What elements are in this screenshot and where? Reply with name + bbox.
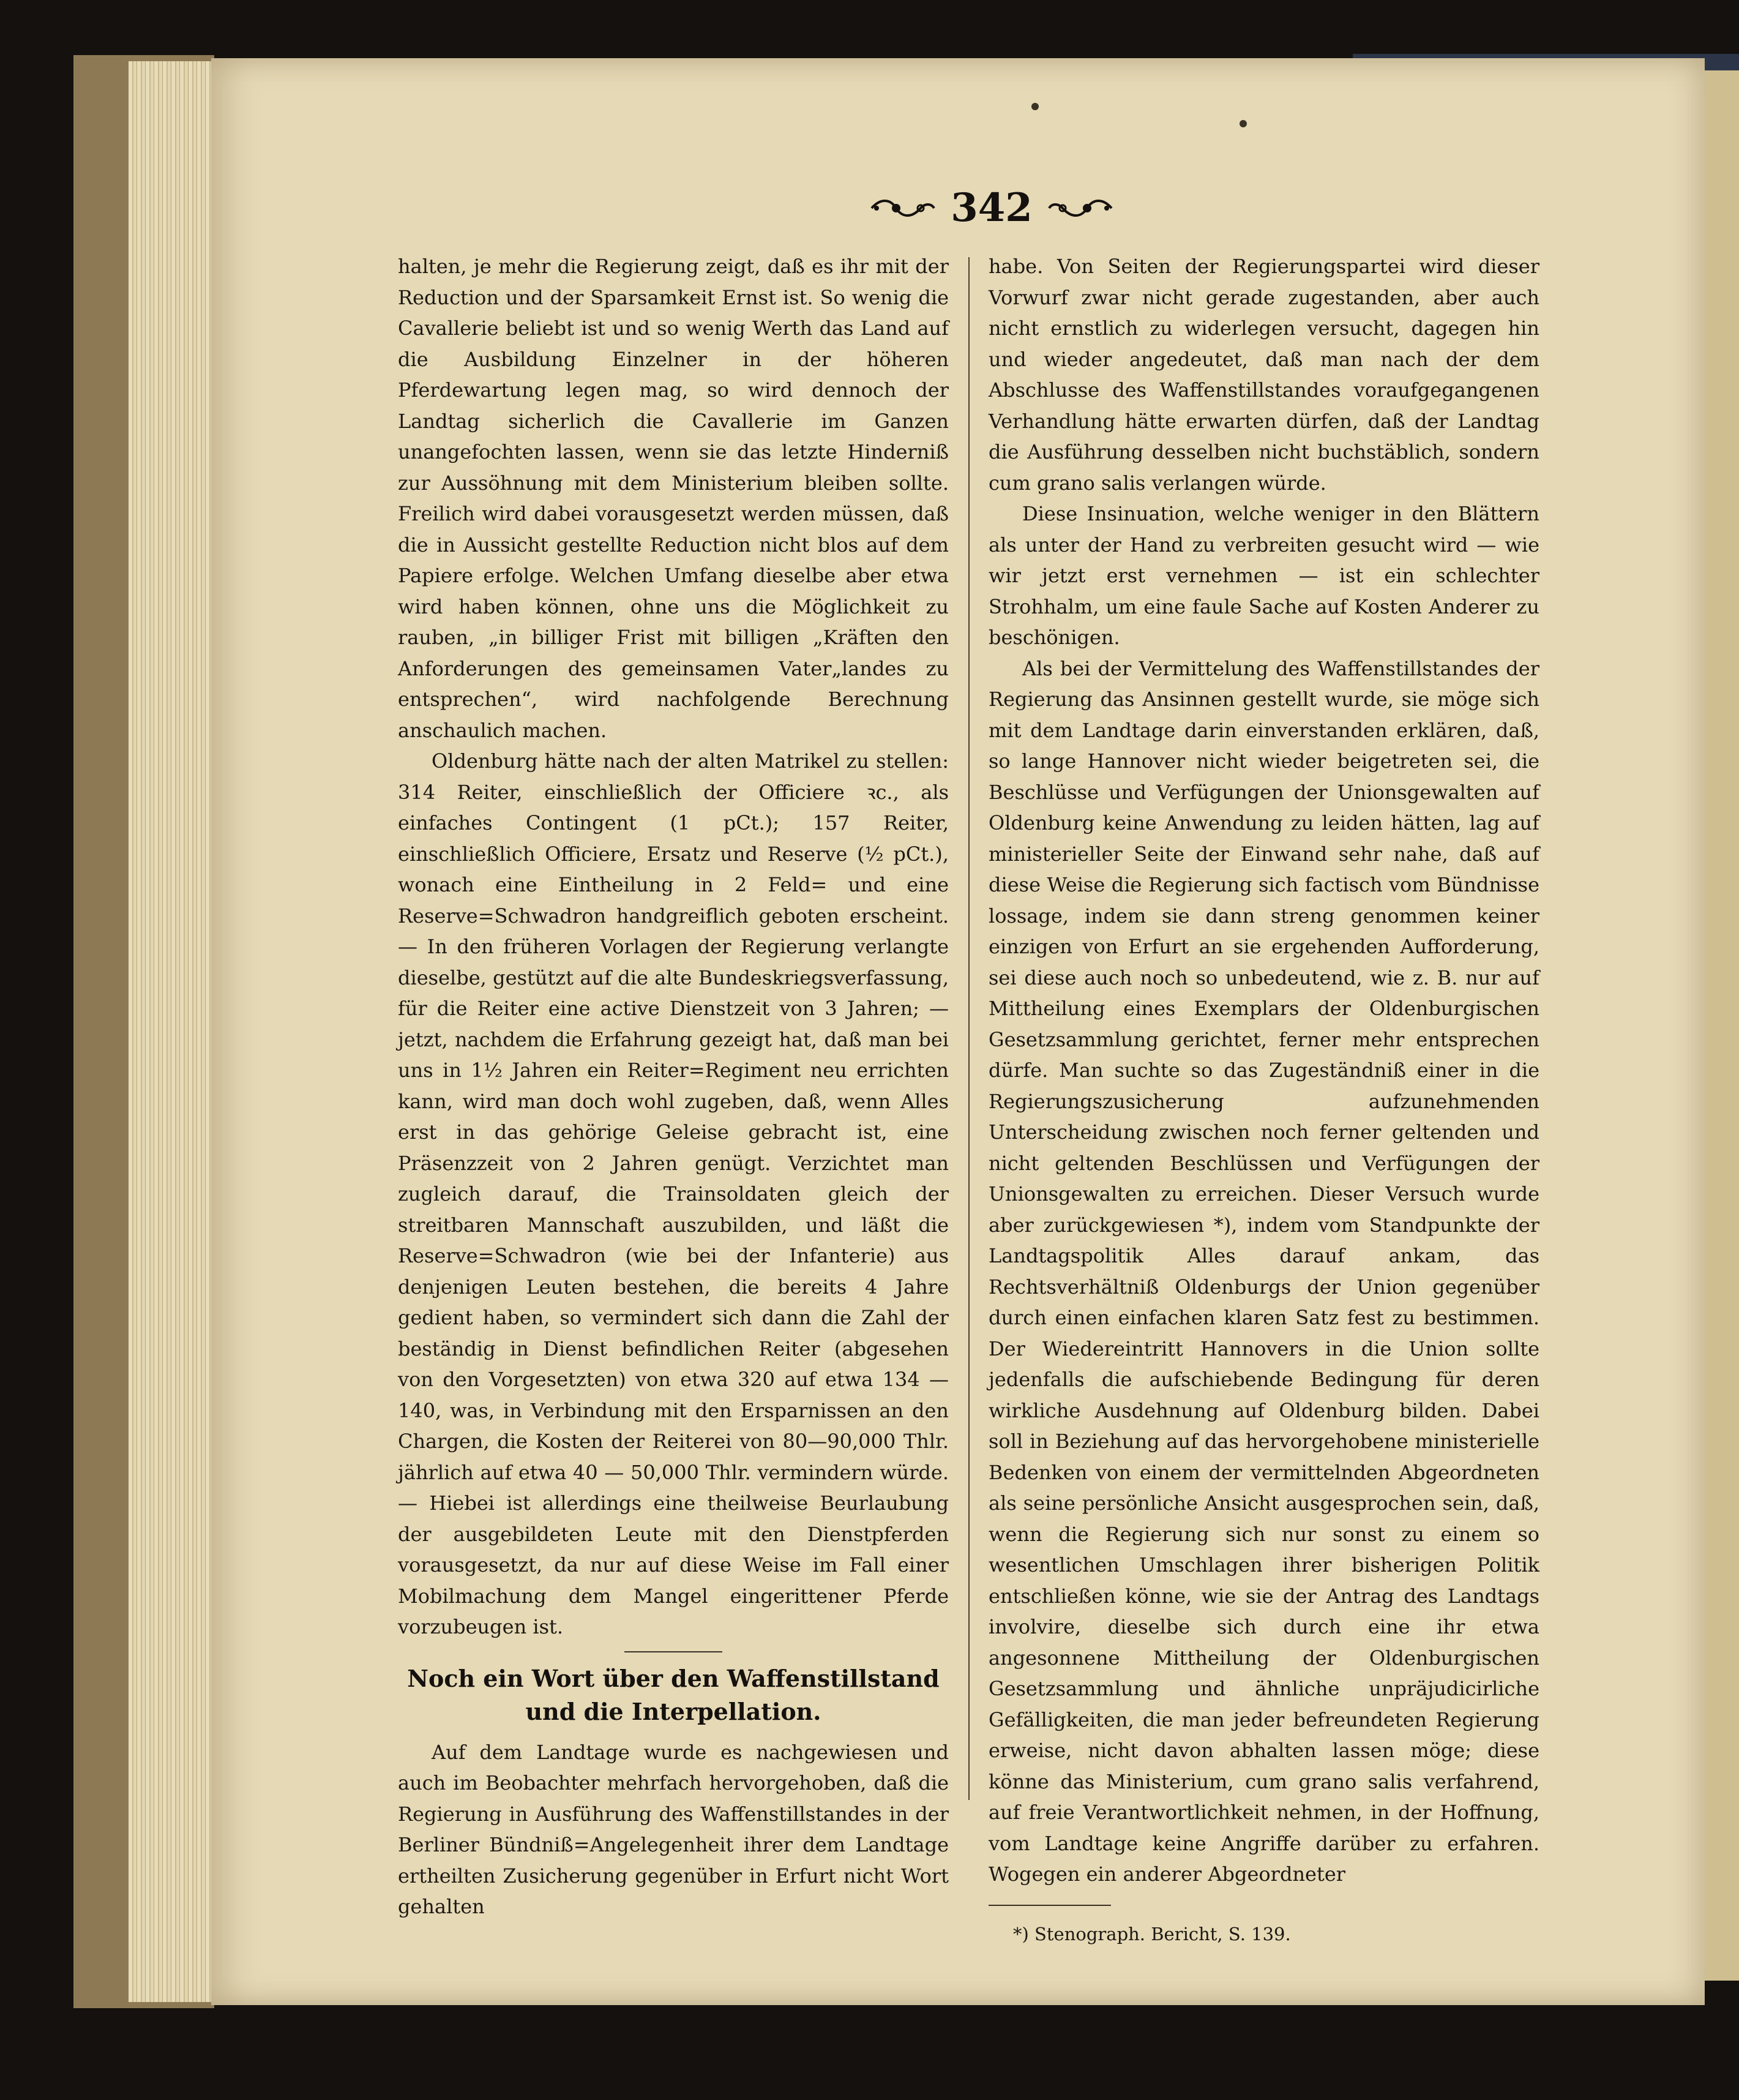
footnote-rule — [989, 1905, 1111, 1906]
ink-speck — [1240, 120, 1247, 127]
section-heading: Noch ein Wort über den Waffenstillstand und die Interpellation. — [407, 1664, 940, 1725]
page-header — [796, 178, 1187, 239]
paragraph: halten, je mehr die Regierung zeigt, daß es ihr mit der Reduction und der Sparsamkeit Ernst ist. So wenig die Cavallerie beliebt ist und so wenig Werth das Land auf die Ausbildung Einzelner in der höheren Pferdewartung legen mag, so wird dennoch der Landtag sicherlich die Cavallerie im Ganzen unangefochten lassen, wenn sie das letzte Hinderniß zur Aussöhnung mit dem Ministerium bleiben sollte. Freilich wird dabei vorausgesetzt werden müssen, daß die in Aussicht gestellte Reduction nicht blos auf dem Papiere erfolge. Welchen Umfang dieselbe aber etwa wird haben können, ohne uns die Möglichkeit zu rauben, „in billiger Frist mit billigen „Kräften den Anforderungen des gemeinsamen Vater„landes zu entsprechen“, wird nachfolgende Berechnung anschaulich machen. — [398, 255, 949, 742]
page-number: 342 — [951, 185, 1033, 231]
paragraph: Oldenburg hätte nach der alten Matrikel zu stellen: 314 Reiter, einschließlich der Officiere ꝛc., als einfaches Contingent (1 pCt.); 157 Reiter, einschließlich Officiere, Ersatz und Reserve (½ pCt.), wonach eine Eintheilung in 2 Feld= und eine Reserve=Schwadron handgreiflich geboten erscheint. — In den früheren Vorlagen der Regierung verlangte dieselbe, gestützt auf die alte Bundeskriegsverfassung, für die Reiter eine active Dienstzeit von 3 Jahren; — jetzt, nachdem die Erfahrung gezeigt hat, daß man bei uns in 1½ Jahren ein Reiter=Regiment neu errichten kann, wird man doch wohl zugeben, daß, wenn Alles erst in das gehörige Geleise gebracht ist, eine Präsenzzeit von 2 Jahren genügt. Verzichtet man zugleich darauf, die Trainsoldaten gleich der streitbaren Mannschaft auszubilden, und läßt die Reserve=Schwadron (wie bei der Infanterie) aus denjenigen Leuten bestehen, die bereits 4 Jahre gedient haben, so vermindert sich dann die Zahl der beständig in Dienst befindlichen Reiter (abgesehen von den Vorgesetzten) von etwa 320 auf etwa 134 — 140, was, in Verbindung mit den Ersparnissen an den Chargen, die Kosten der Reiterei von 80—90,000 Thlr. jährlich auf etwa 40 — 50,000 Thlr. vermindern würde. — Hiebei ist allerdings eine theilweise Beurlaubung der ausgebildeten Leute mit den Dienstpferden vorausgesetzt, da nur auf diese Weise im Fall einer Mobilmachung dem Mangel eingerittener Pferde vorzubeugen ist. — [398, 749, 949, 1638]
section-divider — [624, 1651, 722, 1652]
paragraph: Als bei der Vermittelung des Waffenstillstandes der Regierung das Ansinnen gestellt wurde, sie möge sich mit dem Landtage darin einverstanden erklären, daß, so lange Hannover nicht wieder beigetreten sei, die Beschlüsse und Verfügungen der Unionsgewalten auf Oldenburg keine Anwendung zu leiden hätten, lag auf ministerieller Seite der Einwand sehr nahe, daß auf diese Weise die Regierung sich factisch vom Bündnisse lossage, indem sie dann streng genommen keiner einzigen von Erfurt an sie ergehenden Aufforderung, sei diese auch noch so unbedeutend, wie z. B. nur auf Mittheilung eines Exemplars der Oldenburgischen Gesetzsammlung gerichtet, ferner mehr entsprechen dürfe. Man suchte so das Zugeständniß einer in die Regierungszusicherung aufzunehmenden Unterscheidung zwischen noch ferner geltenden und nicht geltenden Beschlüssen und Verfügungen der Unionsgewalten zu erreichen. Dieser Versuch wurde aber zurückgewiesen *), indem vom Standpunkte der Landtagspolitik Alles darauf ankam, das Rechtsverhältniß Oldenburgs der Union gegenüber durch einen einfachen klaren Satz fest zu bestimmen. Der Wiedereintritt Hannovers in die Union sollte jedenfalls die aufschiebende Bedingung für deren wirkliche Ausdehnung auf Oldenburg bilden. Dabei soll in Beziehung auf das hervorgehobene ministerielle Bedenken von einem der vermittelnden Abgeordneten als seine persönliche Ansicht ausgesprochen sein, daß, wenn die Regierung sich nur sonst zu einem so wesentlichen Umschlagen ihrer bisherigen Politik entschließen könne, wie sie der Antrag des Landtags involvire, dieselbe sich durch eine ihr etwa angesonnene Mittheilung der Oldenburgischen Gesetzsammlung und ähnliche unpräjudicirliche Gefälligkeiten, die man jeder befreundeten Regierung erweise, nicht davon abhalten lassen möge; diese könne das Ministerium, cum grano salis verfahrend, auf freie Verantwortlichkeit nehmen, in der Hoffnung, vom Landtage keine Angriffe darüber zu erfahren. Wogegen ein anderer Abgeordneter — [989, 656, 1539, 1886]
right-column — [989, 251, 1539, 1948]
paragraph: Auf dem Landtage wurde es nachgewiesen und auch im Beobachter mehrfach hervorgehoben, daß die Regierung in Ausführung des Waffenstillstandes in der Berliner Bündniß=Angelegenheit ihrer dem Landtage ertheilten Zusicherung gegenüber in Erfurt nicht Wort gehalten — [398, 1740, 949, 1918]
column-divider — [968, 257, 970, 1800]
left-column — [398, 251, 949, 1922]
footnote: *) Stenograph. Bericht, S. 139. — [1013, 1923, 1291, 1944]
paragraph: habe. Von Seiten der Regierungspartei wird dieser Vorwurf zwar nicht gerade zugestanden, aber auch nicht ernstlich zu widerlegen versucht, dagegen hin und wieder angedeutet, daß man nach der dem Abschlusse des Waffenstillstandes voraufgegangenen Verhandlung hätte erwarten dürfen, daß der Landtag die Ausführung desselben nicht buchstäblich, sondern cum grano salis verlangen würde. — [989, 255, 1539, 495]
scroll-ornament-icon — [869, 195, 937, 222]
scroll-ornament-icon — [1047, 195, 1114, 222]
page-edges — [129, 61, 220, 2002]
ink-speck — [1031, 103, 1039, 110]
paragraph: Diese Insinuation, welche weniger in den Blättern als unter der Hand zu verbreiten gesucht wird — wie wir jetzt erst vernehmen — ist ein schlechter Strohhalm, um eine faule Sache auf Kosten Anderer zu beschönigen. — [989, 502, 1539, 649]
